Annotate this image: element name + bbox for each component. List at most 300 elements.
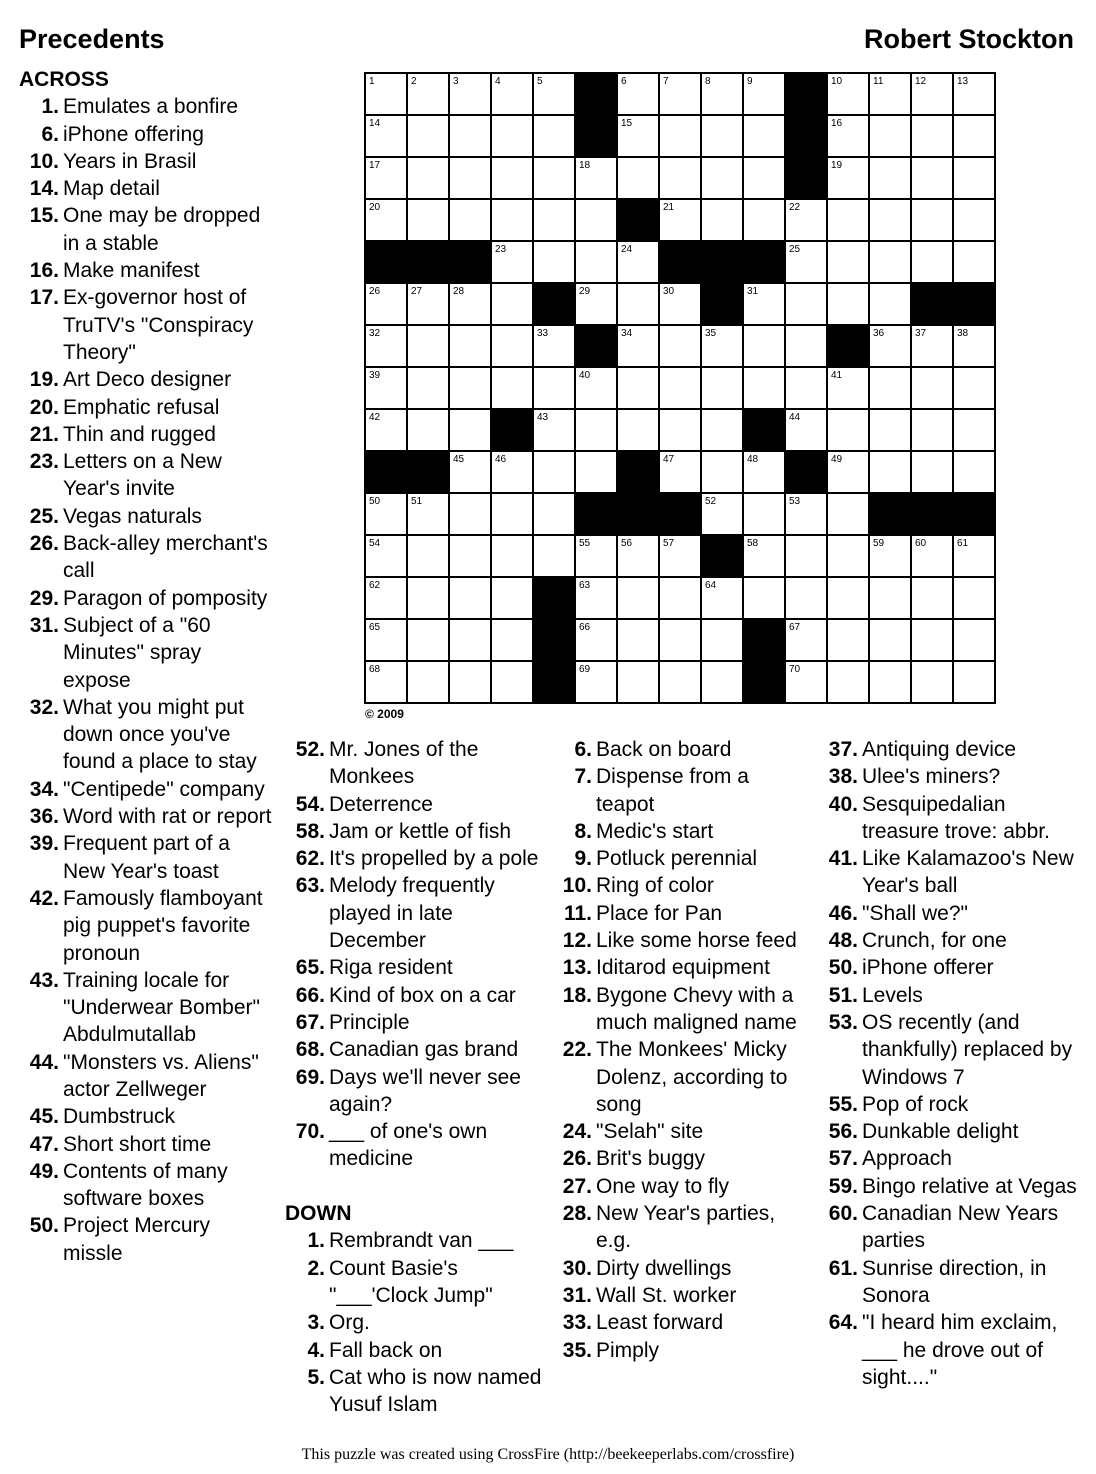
grid-cell [407, 493, 449, 535]
clue-number: 19 [831, 160, 843, 171]
clue-label: 51. [828, 983, 858, 1007]
grid-cell [743, 283, 785, 325]
clue [285, 982, 547, 1009]
clue-number: 54 [369, 538, 381, 549]
grid-cell [365, 157, 407, 199]
black-square [701, 241, 743, 283]
clue-number: 53 [789, 496, 801, 507]
clue [818, 1145, 1080, 1172]
clue-label: 69. [295, 1065, 325, 1089]
clue-label: 50. [828, 956, 858, 980]
grid-cell [575, 409, 617, 451]
clue-number: 30 [663, 286, 675, 297]
clue-number: 5 [537, 76, 543, 87]
clue-text: "Shall we?" [862, 901, 968, 925]
grid-cell [617, 409, 659, 451]
clue-text: Word with rat or report [63, 805, 272, 829]
clue [552, 1255, 810, 1282]
grid-cell [701, 157, 743, 199]
grid-cell [911, 409, 953, 451]
grid-cell [953, 73, 995, 115]
grid-cell [785, 325, 827, 367]
clue-text: Levels [862, 983, 923, 1007]
grid-cell [407, 367, 449, 409]
grid-cell [953, 451, 995, 493]
clue-text: Art Deco designer [63, 368, 232, 392]
clue-label: 7. [574, 765, 592, 789]
black-square [575, 325, 617, 367]
grid-cell [449, 577, 491, 619]
clue-label: 64. [828, 1311, 858, 1335]
clue-text: Map detail [63, 177, 160, 201]
clue-number: 8 [705, 76, 711, 87]
grid-cell [701, 493, 743, 535]
clues-column-2 [285, 736, 547, 1418]
grid-cell [743, 367, 785, 409]
clue-label: 44. [29, 1050, 59, 1074]
black-square [785, 73, 827, 115]
grid-cell [827, 115, 869, 157]
grid-cell [701, 409, 743, 451]
clue-number: 18 [579, 160, 591, 171]
clue-number: 37 [915, 328, 927, 339]
grid-cell [491, 157, 533, 199]
grid-cell [491, 115, 533, 157]
clue-number: 9 [747, 76, 753, 87]
grid-cell [449, 661, 491, 703]
grid-cell [533, 493, 575, 535]
clue-number: 7 [663, 76, 669, 87]
clue [19, 585, 274, 612]
black-square [575, 493, 617, 535]
grid-cell [449, 535, 491, 577]
crossword-grid [364, 72, 996, 704]
clue [19, 284, 274, 366]
grid-cell [533, 535, 575, 577]
clue-text: Mr. Jones of the Monkees [329, 738, 479, 789]
grid-cell [533, 73, 575, 115]
clue-text: Antiquing device [862, 738, 1017, 761]
clue [285, 1227, 547, 1254]
clue-number: 48 [747, 454, 759, 465]
grid-cell [701, 115, 743, 157]
black-square [701, 535, 743, 577]
grid-cell [575, 535, 617, 577]
clue-number: 10 [831, 76, 843, 87]
black-square [869, 493, 911, 535]
clue-label: 42. [29, 886, 59, 910]
clue-label: 26. [562, 1147, 592, 1171]
grid-cell [449, 283, 491, 325]
grid-cell [953, 619, 995, 661]
clue [552, 1145, 810, 1172]
grid-cell [743, 451, 785, 493]
grid-cell [575, 619, 617, 661]
clue-label: 8. [574, 819, 592, 843]
clue-number: 16 [831, 118, 843, 129]
clue-label: 15. [29, 204, 59, 228]
clue-text: Wall St. worker [596, 1283, 737, 1307]
grid-cell [869, 157, 911, 199]
grid-cell [449, 409, 491, 451]
clue [818, 1118, 1080, 1145]
grid-cell [659, 409, 701, 451]
clue-text: Cat who is now named Yusuf Islam [329, 1365, 542, 1417]
clue-text: Rembrandt van ___ [329, 1229, 514, 1253]
clue-label: 65. [295, 956, 325, 980]
clue-number: 44 [789, 412, 801, 423]
clue [19, 1049, 274, 1104]
clue-number: 58 [747, 538, 759, 549]
grid-cell [953, 661, 995, 703]
clue [19, 202, 274, 257]
grid-cell [617, 115, 659, 157]
clue-label: 31. [29, 613, 59, 637]
clue-label: 27. [562, 1174, 592, 1198]
clue-number: 1 [369, 76, 375, 87]
grid-cell [491, 577, 533, 619]
clue [285, 1009, 547, 1036]
grid-cell [365, 367, 407, 409]
puzzle-title: Precedents [19, 24, 165, 54]
clue-number: 42 [369, 412, 381, 423]
clue-text: "Centipede" company [63, 777, 265, 801]
grid-cell [617, 241, 659, 283]
grid-cell [869, 661, 911, 703]
clue-label: 30. [562, 1256, 592, 1280]
black-square [953, 283, 995, 325]
clue-number: 61 [957, 538, 969, 549]
across-heading: ACROSS [19, 68, 109, 91]
clue-number: 43 [537, 412, 549, 423]
clue-number: 50 [369, 496, 381, 507]
grid-cell [533, 241, 575, 283]
clue-number: 59 [873, 538, 885, 549]
black-square [533, 619, 575, 661]
clue [285, 954, 547, 981]
clue [818, 1173, 1080, 1200]
grid-cell [911, 241, 953, 283]
grid-cell [491, 325, 533, 367]
grid-cell [785, 577, 827, 619]
clue [285, 1036, 547, 1063]
clue-label: 29. [29, 586, 59, 610]
clue-label: 45. [29, 1105, 59, 1129]
clue [552, 1200, 810, 1255]
grid-cell [491, 661, 533, 703]
grid-cell [407, 199, 449, 241]
clue-label: 9. [574, 847, 592, 871]
clue-text: The Monkees' Micky Dolenz, according to song [596, 1038, 788, 1116]
grid-cell [869, 325, 911, 367]
clue-label: 5. [307, 1365, 325, 1389]
grid-cell [827, 199, 869, 241]
grid-cell [407, 577, 449, 619]
clue-number: 29 [579, 286, 591, 297]
grid-cell [827, 367, 869, 409]
black-square [407, 241, 449, 283]
grid-cell [533, 409, 575, 451]
clue [818, 1009, 1080, 1091]
grid-cell [785, 535, 827, 577]
grid-cell [743, 157, 785, 199]
grid-cell [827, 73, 869, 115]
clue-number: 36 [873, 328, 885, 339]
black-square [785, 157, 827, 199]
grid-cell [407, 535, 449, 577]
grid-cell [953, 577, 995, 619]
clue-number: 11 [873, 76, 884, 87]
clue [552, 872, 810, 899]
clue-number: 4 [495, 76, 501, 87]
grid-cell [701, 577, 743, 619]
clue-label: 1. [307, 1229, 325, 1253]
grid-cell [491, 535, 533, 577]
clue-text: Dispense from a teapot [596, 765, 749, 816]
clue [552, 763, 810, 818]
clue [19, 830, 274, 885]
clue [818, 845, 1080, 900]
grid-cell [869, 199, 911, 241]
clue-number: 45 [453, 454, 465, 465]
grid-cell [911, 367, 953, 409]
clue-label: 13. [562, 956, 592, 980]
clue-label: 52. [295, 738, 325, 761]
grid-cell [911, 577, 953, 619]
clue [552, 845, 810, 872]
grid-cell [407, 73, 449, 115]
grid-cell [743, 535, 785, 577]
clue-number: 6 [621, 76, 627, 87]
clue-number: 23 [495, 244, 507, 255]
black-square [407, 451, 449, 493]
black-square [575, 73, 617, 115]
clue-label: 56. [828, 1120, 858, 1144]
clue [19, 967, 274, 1049]
clue-number: 64 [705, 580, 717, 591]
black-square [533, 577, 575, 619]
grid-cell [659, 451, 701, 493]
clue-number: 13 [957, 76, 969, 87]
grid-cell [575, 577, 617, 619]
grid-cell [365, 283, 407, 325]
clue-label: 22. [562, 1038, 592, 1062]
clue-number: 57 [663, 538, 675, 549]
clue-text: Potluck perennial [596, 847, 758, 871]
clue [285, 1309, 547, 1336]
grid-cell [533, 325, 575, 367]
clue-number: 46 [495, 454, 507, 465]
clue-text: Ulee's miners? [862, 765, 1001, 789]
clue-label: 53. [828, 1010, 858, 1034]
clue [552, 1036, 810, 1118]
grid-cell [449, 367, 491, 409]
grid-cell [743, 199, 785, 241]
clue [19, 257, 274, 284]
clue [552, 818, 810, 845]
clue-number: 47 [663, 454, 675, 465]
clue-number: 20 [369, 202, 381, 213]
clue [552, 954, 810, 981]
clue-number: 62 [369, 580, 381, 591]
clue-number: 70 [789, 664, 801, 675]
clue [285, 791, 547, 818]
grid-cell [701, 451, 743, 493]
grid-cell [659, 619, 701, 661]
clue-number: 28 [453, 286, 465, 297]
clue-text: Make manifest [63, 259, 200, 283]
clue [818, 1255, 1080, 1310]
grid-cell [617, 619, 659, 661]
clue-text: Crunch, for one [862, 929, 1007, 953]
grid-cell [743, 325, 785, 367]
grid-cell [827, 241, 869, 283]
clue-label: 58. [295, 819, 325, 843]
clue [19, 1131, 274, 1158]
clue [552, 900, 810, 927]
grid-cell [365, 409, 407, 451]
clue-number: 14 [369, 118, 381, 129]
grid-cell [407, 157, 449, 199]
grid-cell [449, 493, 491, 535]
black-square [575, 115, 617, 157]
clue-label: 18. [562, 983, 592, 1007]
grid-cell [659, 577, 701, 619]
grid-cell [743, 493, 785, 535]
clue-text: Pimply [596, 1338, 660, 1362]
clue-label: 60. [828, 1202, 858, 1226]
clue-text: Dunkable delight [862, 1120, 1019, 1144]
clue [285, 872, 547, 954]
clue-label: 4. [307, 1338, 325, 1362]
clue-number: 17 [369, 160, 381, 171]
clue-label: 28. [562, 1202, 592, 1226]
clue [552, 736, 810, 763]
clue-text: Sunrise direction, in Sonora [862, 1256, 1047, 1307]
clue-number: 49 [831, 454, 843, 465]
grid-cell [659, 325, 701, 367]
grid-cell [785, 241, 827, 283]
clue-label: 35. [562, 1338, 592, 1362]
clue-text: Subject of a "60 Minutes" spray expose [63, 613, 211, 692]
clue-number: 38 [957, 328, 969, 339]
grid-cell [575, 157, 617, 199]
grid-cell [827, 493, 869, 535]
clue-text: Project Mercury missle [63, 1214, 211, 1265]
grid-cell [785, 199, 827, 241]
clue-text: Least forward [596, 1311, 724, 1335]
clue-label: 46. [828, 901, 858, 925]
clue-label: 11. [563, 901, 592, 925]
black-square [617, 493, 659, 535]
clue-label: 16. [29, 259, 59, 283]
clue-label: 70. [295, 1120, 325, 1144]
clue-label: 19. [29, 368, 59, 392]
clue-label: 17. [29, 286, 59, 310]
clue-label: 54. [295, 792, 325, 816]
clue-label: 40. [828, 792, 858, 816]
grid-cell [617, 73, 659, 115]
black-square [743, 241, 785, 283]
clue-label: 43. [29, 968, 59, 992]
black-square [953, 493, 995, 535]
clue-text: One may be dropped in a stable [63, 204, 261, 255]
clue-text: What you might put down once you've found a place to stay [63, 695, 257, 774]
grid-cell [491, 283, 533, 325]
black-square [659, 493, 701, 535]
down-clues-column-4 [818, 736, 1080, 1391]
grid-cell [701, 199, 743, 241]
clue-number: 21 [663, 202, 675, 213]
black-square [911, 493, 953, 535]
clue-text: OS recently (and thankfully) replaced by Windows 7 [862, 1010, 1073, 1089]
clue [285, 1364, 547, 1419]
clue-text: Years in Brasil [63, 149, 197, 173]
clue [552, 1282, 810, 1309]
down-clues-column-3 [552, 736, 810, 1364]
clue-text: Count Basie's "___'Clock Jump" [329, 1256, 493, 1307]
grid-cell [785, 493, 827, 535]
black-square [743, 661, 785, 703]
clue [19, 394, 274, 421]
grid-cell [953, 157, 995, 199]
clue-number: 12 [915, 76, 927, 87]
grid-cell [449, 73, 491, 115]
clue-label: 2. [307, 1256, 325, 1280]
clue [19, 421, 274, 448]
clue-text: iPhone offerer [862, 956, 994, 980]
clue [818, 927, 1080, 954]
clue-text: Org. [329, 1311, 370, 1335]
clue-text: Training locale for "Underwear Bomber" Abdulmutallab [63, 968, 260, 1047]
grid-cell [827, 661, 869, 703]
clue-number: 40 [579, 370, 591, 381]
clue-label: 6. [574, 738, 592, 761]
clue-text: Brit's buggy [596, 1147, 706, 1171]
clue-label: 31. [562, 1283, 592, 1307]
clue-text: Vegas naturals [63, 504, 202, 528]
grid-cell [701, 367, 743, 409]
clue-label: 21. [29, 422, 59, 446]
down-heading: DOWN [285, 1202, 352, 1226]
grid-cell [659, 283, 701, 325]
grid-cell [365, 661, 407, 703]
clue [19, 1212, 274, 1267]
clue-text: Thin and rugged [63, 422, 216, 446]
grid-cell [533, 451, 575, 493]
grid-cell [953, 115, 995, 157]
black-square [743, 619, 785, 661]
grid-cell [449, 199, 491, 241]
black-square [743, 409, 785, 451]
clue-number: 66 [579, 622, 591, 633]
clue-text: Fall back on [329, 1338, 443, 1362]
grid-cell [953, 367, 995, 409]
clue-label: 47. [29, 1132, 59, 1156]
clue-label: 62. [295, 847, 325, 871]
clue-number: 31 [747, 286, 759, 297]
clue-text: Place for Pan [596, 901, 723, 925]
clue-label: 23. [29, 450, 59, 474]
clue [19, 148, 274, 175]
black-square [365, 451, 407, 493]
clue [552, 982, 810, 1037]
black-square [659, 241, 701, 283]
clue-number: 56 [621, 538, 633, 549]
clue-number: 3 [453, 76, 459, 87]
clue-number: 22 [789, 202, 801, 213]
grid-cell [533, 367, 575, 409]
